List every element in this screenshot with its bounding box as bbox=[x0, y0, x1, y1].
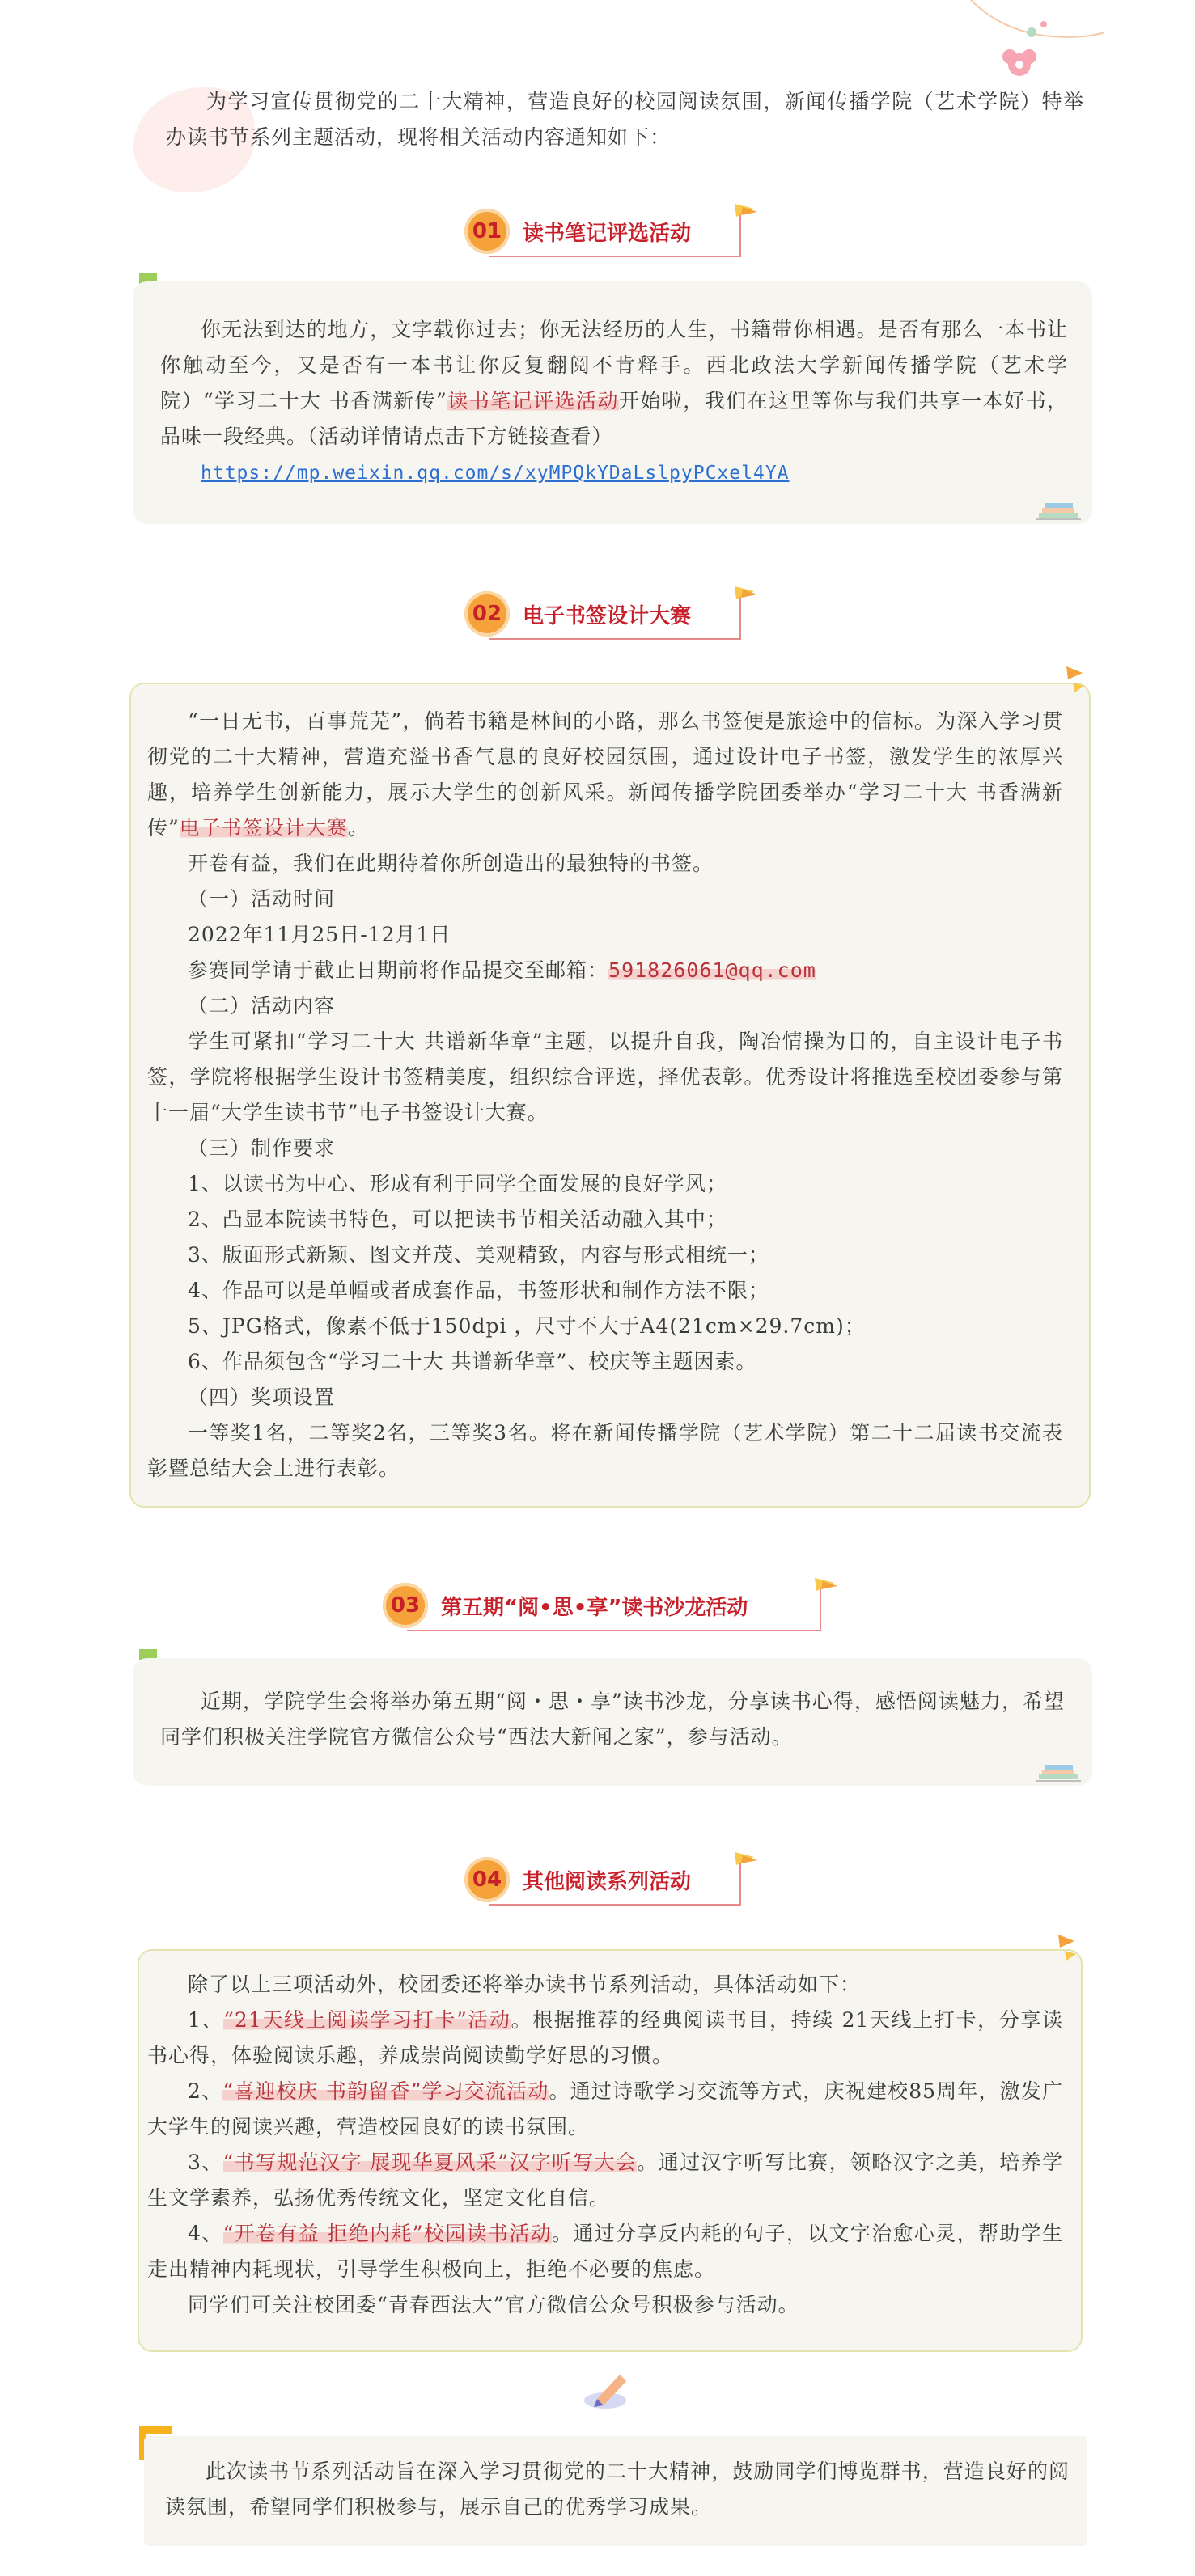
closing-paragraph: 此次读书节系列活动旨在深入学习贯彻党的二十大精神，鼓励同学们博览群书，营造良好的阅读氛围，希望同学们积极参与，展示自己的优秀学习成果。 bbox=[165, 2460, 1070, 2519]
section-title-text: 读书笔记评选活动 bbox=[523, 222, 692, 246]
section-04-text: 除了以上三项活动外，校团委还将举办读书节系列活动，具体活动如下： 1、“21天线上阅读学习打卡”活动。根据推荐的经典阅读书目，持续 21天线上打卡，分享读书心得，体验阅读乐趣，养成崇尚阅读勤学好思的习惯。 2、“喜迎校庆 书韵留香”学习交流活动。通过诗歌学习交流等方式，庆祝建校85周年，激发广大学生的阅读兴趣，营造校园良好的读书氛围。 3、“书写规范汉字 展现华夏风采”汉字听写大会。通过汉字听写比赛，领略汉字之美，培养学生文学素养，弘扬优秀传统文化，坚定文化自信。 4、“开卷有益 拒绝内耗”校园读书活动。通过分享反内耗的句子，以文字治愈心灵，帮助学生走出精神内耗现状，引导学生积极向上，拒绝不必要的焦虑。 同学们可关注校团委“青春西法大”官方微信公众号积极参与活动。 bbox=[147, 1973, 1063, 2316]
section-title-03 bbox=[383, 1583, 828, 1631]
activity-detail-link[interactable]: https://mp.weixin.qq.com/s/xyMPQkYDaLslpyPCxel4YA bbox=[201, 463, 790, 484]
flower-decoration-icon bbox=[955, 0, 1117, 89]
books-icon bbox=[1036, 1757, 1081, 1789]
activity-item: 1、“21天线上阅读学习打卡”活动。根据推荐的经典阅读书目，持续 21天线上打卡，分享读书心得，体验阅读乐趣，养成崇尚阅读勤学好思的习惯。 bbox=[147, 2008, 1063, 2067]
section-title-02 bbox=[464, 591, 748, 640]
section-title-text: 电子书签设计大赛 bbox=[523, 604, 692, 628]
section-number-badge: 02 bbox=[464, 591, 510, 637]
section-number-badge: 01 bbox=[464, 209, 510, 254]
section-title-01 bbox=[464, 209, 748, 257]
section-01-text: 你无法到达的地方，文字载你过去；你无法经历的人生，书籍带你相遇。是否有那么一本书让你触动至今，又是否有一本书让你反复翻阅不肯释手。西北政法大学新闻传播学院（艺术学院）“学习二十大 书香满新传”读书笔记评选活动开始啦，我们在这里等你与我们共享一本好书，品味一段经典。（活动详情请点击下方链接查看） https://mp.weixin.qq.com/s/xyMPQkYDaLslpyPCxel4YA bbox=[160, 318, 1068, 484]
flag-icon bbox=[731, 202, 759, 223]
section-title-04 bbox=[464, 1857, 748, 1906]
submission-email[interactable]: 591826061@qq.com bbox=[608, 958, 816, 982]
section-title-text: 其他阅读系列活动 bbox=[523, 1870, 692, 1894]
subheading-requirements: （三）制作要求 bbox=[188, 1136, 336, 1160]
flag-icon bbox=[1057, 1933, 1078, 1969]
flag-icon bbox=[811, 1576, 839, 1597]
requirement-item: 5、JPG格式，像素不低于150dpi ，尺寸不大于A4(21cm×29.7cm)； bbox=[188, 1314, 866, 1338]
section-number-badge: 04 bbox=[464, 1857, 510, 1902]
pencil-icon bbox=[583, 2370, 634, 2415]
subheading-awards: （四）奖项设置 bbox=[188, 1385, 336, 1409]
highlight-bookmark-contest: 电子书签设计大赛 bbox=[179, 816, 348, 840]
requirement-item: 2、凸显本院读书特色，可以把读书节相关活动融入其中； bbox=[188, 1208, 727, 1231]
activity-item: 3、“书写规范汉字 展现华夏风采”汉字听写大会。通过汉字听写比赛，领略汉字之美，培养学生文学素养，弘扬优秀传统文化，坚定文化自信。 bbox=[147, 2151, 1063, 2210]
subheading-time: （一）活动时间 bbox=[188, 887, 336, 911]
books-icon bbox=[1036, 495, 1081, 527]
requirement-item: 4、作品可以是单幅或者成套作品，书签形状和制作方法不限； bbox=[188, 1279, 769, 1302]
flag-icon bbox=[731, 585, 759, 606]
activity-item: 2、“喜迎校庆 书韵留香”学习交流活动。通过诗歌学习交流等方式，庆祝建校85周年，激发广大学生的阅读兴趣，营造校园良好的读书氛围。 bbox=[147, 2079, 1063, 2138]
requirement-item: 3、版面形式新颖、图文并茂、美观精致，内容与形式相统一； bbox=[188, 1243, 769, 1267]
section-title-text: 第五期“阅•思•享”读书沙龙活动 bbox=[441, 1596, 748, 1620]
section-02-text: “一日无书，百事荒芜”，倘若书籍是林间的小路，那么书签便是旅途中的信标。为深入学习贯彻党的二十大精神，营造充溢书香气息的良好校园氛围，通过设计电子书签，激发学生的浓厚兴趣，培养学生创新能力，展示大学生的创新风采。新闻传播学院团委举办“学习二十大 书香满新传”电子书签设计大赛。 开卷有益，我们在此期待着你所创造出的最独特的书签。 （一）活动时间 2022年11月25日-12月1日 参赛同学请于截止日期前将作品提交至邮箱：591826061@qq.com （二）活动内容 学生可紧扣“学习二十大 共谱新华章”主题，以提升自我，陶冶情操为目的，自主设计电子书签，学院将根据学生设计书签精美度，组织综合评选，择优表彰。优秀设计将推选至校团委参与第十一届“大学生读书节”电子书签设计大赛。 （三）制作要求 1、以读书为中心、形成有利于同学全面发展的良好学风； 2、凸显本院读书特色，可以把读书节相关活动融入其中； 3、版面形式新颖、图文并茂、美观精致，内容与形式相统一； 4、作品可以是单幅或者成套作品，书签形状和制作方法不限； 5、JPG格式，像素不低于150dpi ，尺寸不大于A4(21cm×29.7cm)； 6、作品须包含“学习二十大 共谱新华章”、校庆等主题因素。 （四）奖项设置 一等奖1名，二等奖2名，三等奖3名。将在新闻传播学院（艺术学院）第二十二届读书交流表彰暨总结大会上进行表彰。 bbox=[147, 709, 1063, 1480]
flag-icon bbox=[731, 1851, 759, 1872]
highlight-reading-notes: 读书笔记评选活动 bbox=[447, 389, 619, 412]
activity-date: 2022年11月25日-12月1日 bbox=[188, 923, 451, 946]
intro-paragraph: 为学习宣传贯彻党的二十大精神，营造良好的校园阅读氛围，新闻传播学院（艺术学院）特举办读书节系列主题活动，现将相关活动内容通知如下： bbox=[166, 90, 1084, 149]
activity-item: 4、“开卷有益 拒绝内耗”校园读书活动。通过分享反内耗的句子，以文字治愈心灵，帮助学生走出精神内耗现状，引导学生积极向上，拒绝不必要的焦虑。 bbox=[147, 2222, 1063, 2281]
requirement-item: 6、作品须包含“学习二十大 共谱新华章”、校庆等主题因素。 bbox=[188, 1350, 757, 1373]
section-03-text: 近期，学院学生会将举办第五期“阅・思・享”读书沙龙，分享读书心得，感悟阅读魅力，希望同学们积极关注学院官方微信公众号“西法大新闻之家”，参与活动。 bbox=[160, 1690, 1065, 1749]
requirement-item: 1、以读书为中心、形成有利于同学全面发展的良好学风； bbox=[188, 1172, 727, 1195]
subheading-content: （二）活动内容 bbox=[188, 994, 336, 1017]
section-number-badge: 03 bbox=[383, 1583, 428, 1628]
flag-icon bbox=[1065, 665, 1086, 700]
